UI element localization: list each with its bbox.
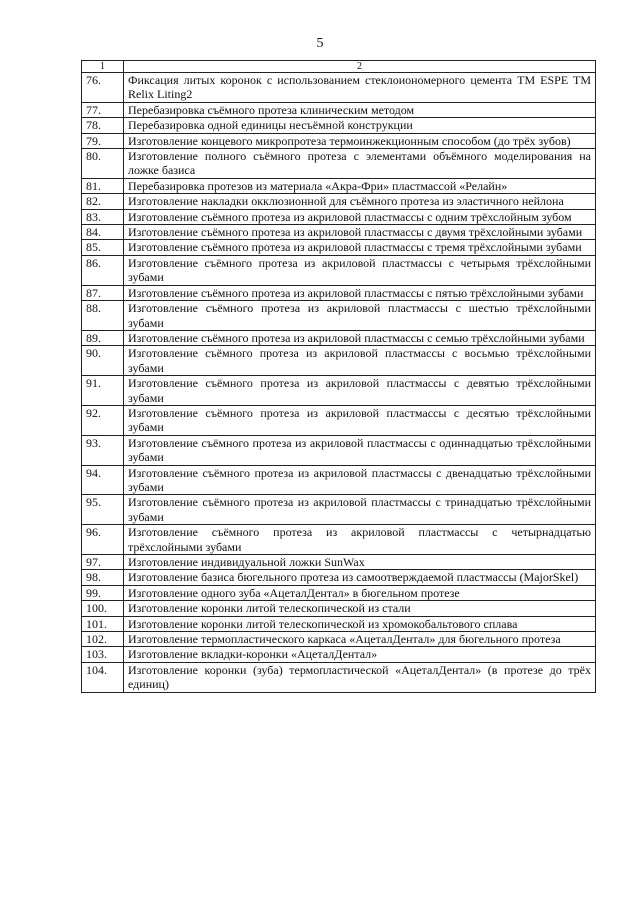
row-number: 92. (82, 405, 124, 435)
row-description: Изготовление коронки литой телескопической из стали (124, 601, 596, 616)
row-number: 80. (82, 149, 124, 179)
table-row (82, 495, 596, 525)
row-description: Изготовление концевого микропротеза термоинжекционным способом (до трёх зубов) (124, 133, 596, 148)
table-row (82, 346, 596, 376)
services-table (81, 60, 596, 693)
row-number: 101. (82, 616, 124, 631)
table-row (82, 73, 596, 103)
table-row (82, 525, 596, 555)
row-description: Изготовление съёмного протеза из акриловой пластмассы с одиннадцатью трёхслойными зубами (124, 435, 596, 465)
table-row (82, 570, 596, 585)
row-number: 102. (82, 632, 124, 647)
row-description: Изготовление съёмного протеза из акриловой пластмассы с двенадцатью трёхслойными зубами (124, 465, 596, 495)
row-number: 77. (82, 102, 124, 117)
table-row (82, 376, 596, 406)
table-row (82, 585, 596, 600)
row-description: Изготовление съёмного протеза из акриловой пластмассы с тремя трёхслойными зубами (124, 240, 596, 255)
row-number: 87. (82, 285, 124, 300)
row-description: Изготовление съёмного протеза из акриловой пластмассы с четырнадцатью трёхслойными зубами (124, 525, 596, 555)
row-description: Изготовление накладки окклюзионной для съёмного протеза из эластичного нейлона (124, 194, 596, 209)
table-row (82, 102, 596, 117)
row-number: 94. (82, 465, 124, 495)
table-row (82, 662, 596, 692)
row-number: 82. (82, 194, 124, 209)
table-row (82, 209, 596, 224)
table-row (82, 301, 596, 331)
table-row (82, 118, 596, 133)
table-row (82, 225, 596, 240)
table-row (82, 330, 596, 345)
row-description: Изготовление съёмного протеза из акриловой пластмассы с тринадцатью трёхслойными зубами (124, 495, 596, 525)
row-description: Изготовление съёмного протеза из акриловой пластмассы с двумя трёхслойными зубами (124, 225, 596, 240)
row-description: Изготовление индивидуальной ложки SunWax (124, 555, 596, 570)
row-number: 85. (82, 240, 124, 255)
table-row (82, 285, 596, 300)
row-description: Изготовление съёмного протеза из акриловой пластмассы с девятью трёхслойными зубами (124, 376, 596, 406)
table-row (82, 194, 596, 209)
row-number: 89. (82, 330, 124, 345)
table-row (82, 616, 596, 631)
row-number: 95. (82, 495, 124, 525)
table-row (82, 255, 596, 285)
table-row (82, 647, 596, 662)
row-number: 99. (82, 585, 124, 600)
row-description: Изготовление съёмного протеза из акриловой пластмассы с пятью трёхслойными зубами (124, 285, 596, 300)
row-number: 79. (82, 133, 124, 148)
row-number: 90. (82, 346, 124, 376)
row-number: 76. (82, 73, 124, 103)
row-number: 100. (82, 601, 124, 616)
table-row (82, 465, 596, 495)
row-description: Перебазировка протезов из материала «Акра-Фри» пластмассой «Релайн» (124, 178, 596, 193)
table-row (82, 149, 596, 179)
row-number: 103. (82, 647, 124, 662)
row-description: Изготовление термопластического каркаса «АцеталДентал» для бюгельного протеза (124, 632, 596, 647)
row-description: Изготовление коронки литой телескопической из хромокобальтового сплава (124, 616, 596, 631)
row-description: Перебазировка одной единицы несъёмной конструкции (124, 118, 596, 133)
row-description: Изготовление одного зуба «АцеталДентал» в бюгельном протезе (124, 585, 596, 600)
table-row (82, 133, 596, 148)
table-row (82, 632, 596, 647)
column-header-description: 2 (124, 61, 596, 73)
row-number: 88. (82, 301, 124, 331)
row-number: 98. (82, 570, 124, 585)
table-row (82, 405, 596, 435)
column-header-number: 1 (82, 61, 124, 73)
table-row (82, 178, 596, 193)
row-number: 93. (82, 435, 124, 465)
row-description: Изготовление полного съёмного протеза с элементами объёмного моделирования на ложке базиса (124, 149, 596, 179)
table-row (82, 555, 596, 570)
row-description: Изготовление базиса бюгельного протеза из самоотверждаемой пластмассы (MajorSkel) (124, 570, 596, 585)
row-number: 81. (82, 178, 124, 193)
row-number: 84. (82, 225, 124, 240)
row-number: 97. (82, 555, 124, 570)
table-row (82, 240, 596, 255)
row-description: Изготовление съёмного протеза из акриловой пластмассы с шестью трёхслойными зубами (124, 301, 596, 331)
row-number: 104. (82, 662, 124, 692)
row-description: Изготовление съёмного протеза из акриловой пластмассы с семью трёхслойными зубами (124, 330, 596, 345)
row-description: Изготовление вкладки-коронки «АцеталДентал» (124, 647, 596, 662)
row-description: Изготовление съёмного протеза из акриловой пластмассы с четырьмя трёхслойными зубами (124, 255, 596, 285)
row-description: Изготовление съёмного протеза из акриловой пластмассы с восьмью трёхслойными зубами (124, 346, 596, 376)
table-header-row (82, 61, 596, 73)
page-number: 5 (316, 36, 324, 51)
row-number: 91. (82, 376, 124, 406)
table-row (82, 435, 596, 465)
row-number: 78. (82, 118, 124, 133)
row-description: Изготовление коронки (зуба) термопластической «АцеталДентал» (в протезе до трёх единиц) (124, 662, 596, 692)
row-number: 86. (82, 255, 124, 285)
row-number: 83. (82, 209, 124, 224)
row-description: Фиксация литых коронок с использованием стеклоиономерного цемента TM ESPE TM Relix Liting2 (124, 73, 596, 103)
table-row (82, 601, 596, 616)
table-body (82, 73, 596, 693)
row-description: Изготовление съёмного протеза из акриловой пластмассы с одним трёхслойным зубом (124, 209, 596, 224)
row-description: Изготовление съёмного протеза из акриловой пластмассы с десятью трёхслойными зубами (124, 405, 596, 435)
row-number: 96. (82, 525, 124, 555)
row-description: Перебазировка съёмного протеза клиническим методом (124, 102, 596, 117)
